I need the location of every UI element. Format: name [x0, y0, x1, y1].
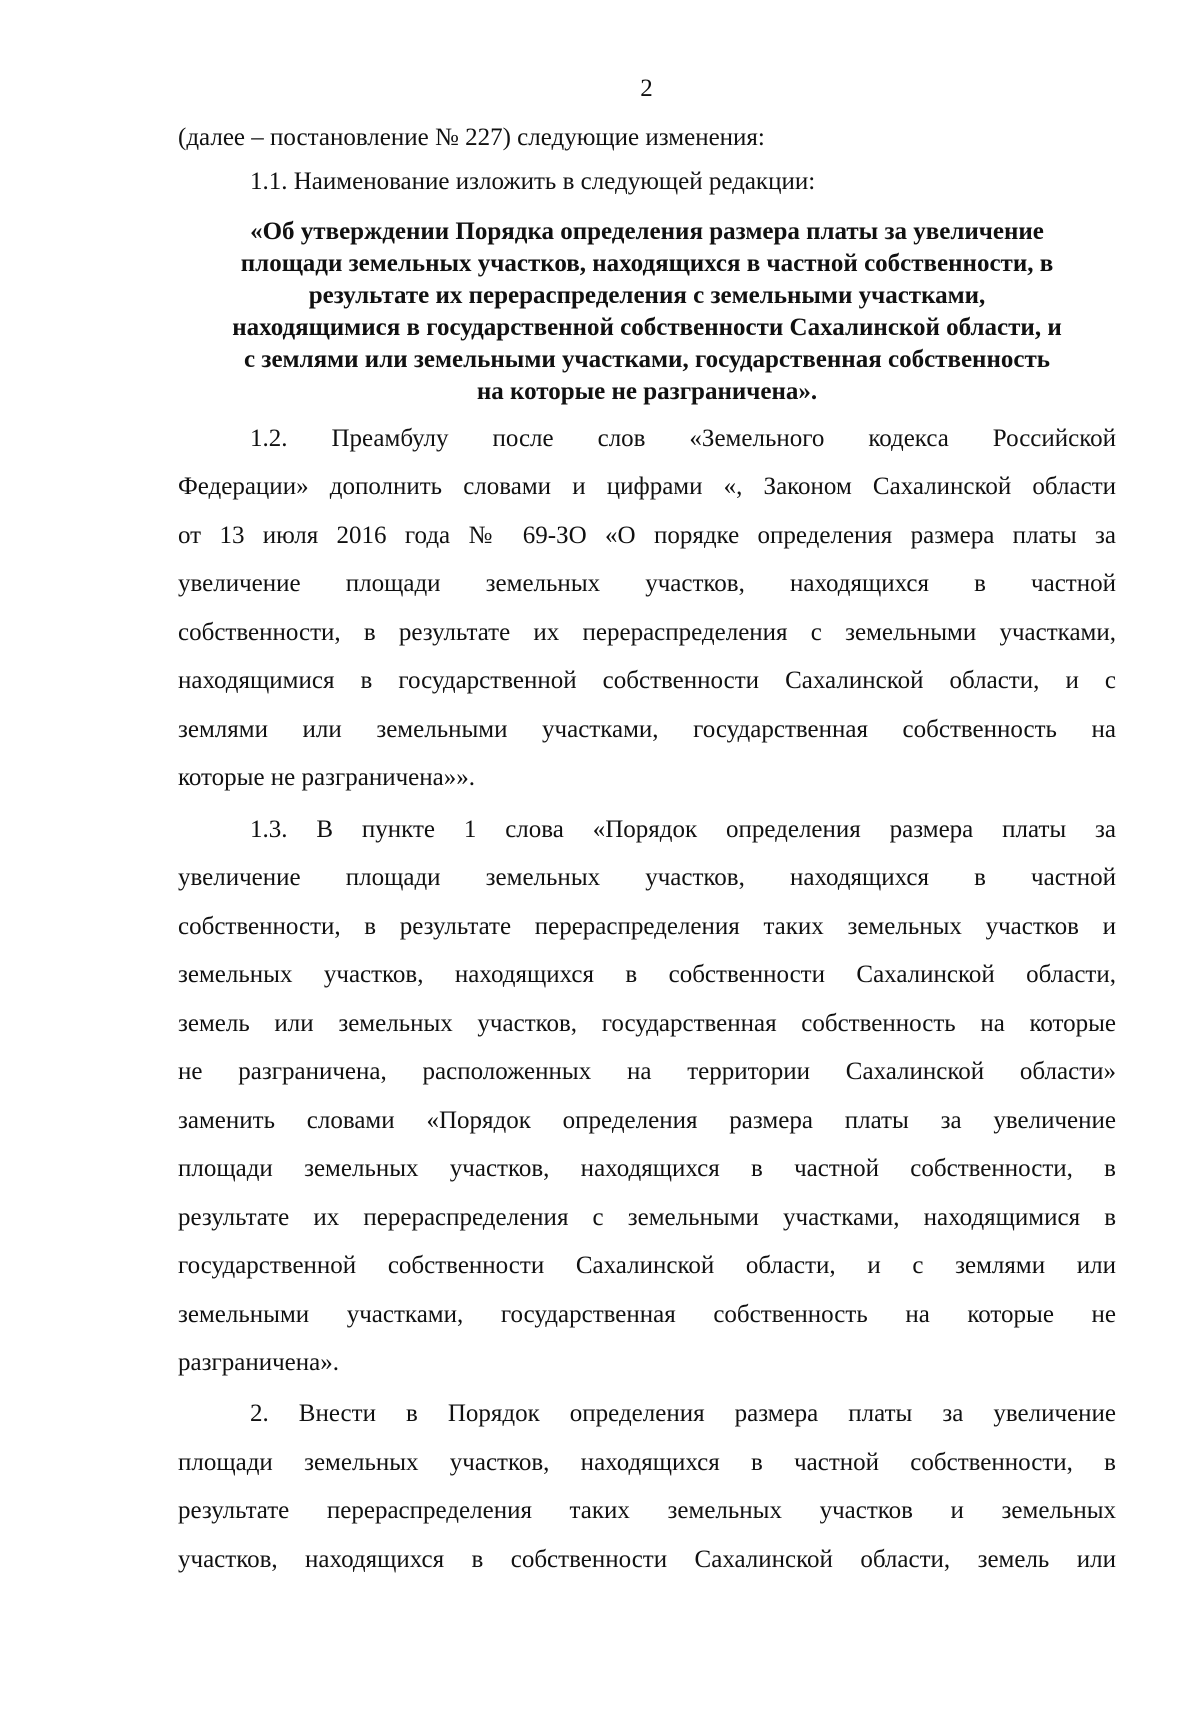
intro-line: (далее – постановление № 227) следующие изменения: — [178, 124, 765, 151]
item-1-1: 1.1. Наименование изложить в следующей редакции: — [250, 168, 816, 195]
item-1-3-line: разграничена». — [178, 1349, 339, 1376]
item-1-2-line: собственности, в результате их перераспределения с земельными участками, — [178, 619, 1116, 646]
item-1-2-line: землями или земельными участками, государственная собственность на — [178, 716, 1116, 743]
title-line: площади земельных участков, находящихся в частной собственности, в — [240, 250, 1054, 277]
item-1-2-line: Федерации» дополнить словами и цифрами «, Законом Сахалинской области — [178, 473, 1116, 500]
item-1-2-line: находящимися в государственной собственности Сахалинской области, и с — [178, 667, 1116, 694]
title-line: на которые не разграничена». — [476, 378, 818, 405]
item-2-line: 2. Внести в Порядок определения размера платы за увеличение — [250, 1400, 1116, 1427]
page-number: 2 — [640, 75, 653, 102]
item-1-2-line: от 13 июля 2016 года № 69-ЗО «О порядке определения размера платы за — [178, 522, 1116, 549]
item-2-line: участков, находящихся в собственности Сахалинской области, земель или — [178, 1546, 1116, 1573]
item-1-2-line: 1.2. Преамбулу после слов «Земельного кодекса Российской — [250, 425, 1116, 452]
item-2-line: результате перераспределения таких земельных участков и земельных — [178, 1497, 1116, 1524]
item-1-3-line: земель или земельных участков, государственная собственность на которые — [178, 1010, 1116, 1037]
item-2-line: площади земельных участков, находящихся в частной собственности, в — [178, 1449, 1116, 1476]
title-line: находящимися в государственной собственности Сахалинской области, и — [232, 314, 1062, 341]
item-1-3-line: увеличение площади земельных участков, находящихся в частной — [178, 864, 1116, 891]
item-1-3-line: земельными участками, государственная собственность на которые не — [178, 1301, 1116, 1328]
item-1-3-line: собственности, в результате перераспределения таких земельных участков и — [178, 913, 1116, 940]
item-1-2-line: увеличение площади земельных участков, находящихся в частной — [178, 570, 1116, 597]
item-1-3-line: заменить словами «Порядок определения размера платы за увеличение — [178, 1107, 1116, 1134]
item-1-3-line: 1.3. В пункте 1 слова «Порядок определения размера платы за — [250, 816, 1116, 843]
item-1-3-line: земельных участков, находящихся в собственности Сахалинской области, — [178, 961, 1116, 988]
title-line: результате их перераспределения с земельными участками, — [308, 282, 986, 309]
item-1-3-line: результате их перераспределения с земельными участками, находящимися в — [178, 1204, 1116, 1231]
item-1-3-line: не разграничена, расположенных на территории Сахалинской области» — [178, 1058, 1116, 1085]
item-1-3-line: площади земельных участков, находящихся в частной собственности, в — [178, 1155, 1116, 1182]
item-1-2-line: которые не разграничена»». — [178, 764, 475, 791]
title-line: «Об утверждении Порядка определения размера платы за увеличение — [250, 218, 1044, 245]
title-line: с землями или земельными участками, государственная собственность — [244, 346, 1050, 373]
item-1-3-line: государственной собственности Сахалинской области, и с землями или — [178, 1252, 1116, 1279]
